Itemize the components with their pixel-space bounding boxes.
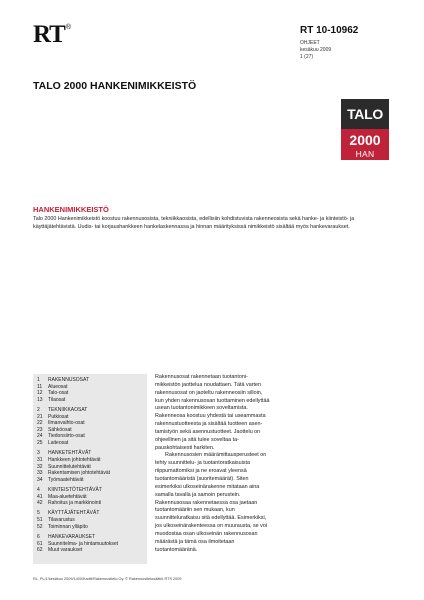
contents-code: 5 — [37, 510, 40, 517]
contents-label: Sähköosat — [48, 426, 72, 433]
intro-paragraph: Talo 2000 Hankenimikkeistö koostuu rakennusosista, tekniikkaosista, edellisiin kohdistuvista rakenneosista sekä hanke- ja kiinteistö- ja käyttäjätehtävistä. Uudis- tai korjaushankkeen hankelaskennassa ja hinnan määrityksissä nimikkeistö sisältää myös hankevaraukset. — [33, 216, 355, 231]
registered-mark: ® — [65, 24, 72, 31]
contents-group — [37, 407, 147, 447]
body-text — [155, 374, 271, 554]
contents-code: 33 — [37, 470, 43, 477]
doc-meta — [300, 40, 331, 61]
contents-group-heading — [37, 534, 147, 541]
contents-item — [37, 384, 147, 391]
contents-group-heading — [37, 450, 147, 457]
contents-code: 4 — [37, 486, 40, 493]
contents-item — [37, 517, 147, 524]
contents-code: 32 — [37, 463, 43, 470]
contents-label: Maa-aluetehtävät — [48, 493, 87, 500]
body-paragraph: Rakennusosat rakennetaan tuotantonimikkeistön jaottelua noudattaen. Tätä varten rakennusosat on jaoteltu rakenneosiin silloin, kun yhden rakennusosan tuottaminen edellyttää usean tuotantonimikkeen soveltamista. Rakenneosa koostuu yhdestä tai useammasta rakennustuotteesta ja sisältää tuotteen asentamistyön sekä asennustuotteet. Jaottelu on ohjeellinen ja sitä tulee soveltaa tapauskohtaisesti harkiten. — [155, 374, 270, 451]
contents-label: HANKETEHTÄVÄT — [48, 450, 92, 457]
contents-code: 52 — [37, 523, 43, 530]
contents-code: 41 — [37, 493, 43, 500]
contents-group — [37, 487, 147, 507]
footer-credits: RL, PL/1/kesäkuu 2009/1400/Karttt/Rakennustieto Oy. © Rakennustietosäätiö RTS 2009 — [33, 577, 182, 581]
contents-code: 24 — [37, 433, 43, 440]
talo2000-badge — [341, 99, 389, 160]
contents-label: Tilaosat — [48, 396, 66, 403]
contents-group-heading — [37, 510, 147, 517]
contents-code: 6 — [37, 533, 40, 540]
contents-code: 3 — [37, 450, 40, 457]
contents-code: 1 — [37, 377, 40, 383]
contents-code: 2 — [37, 407, 40, 414]
contents-item — [37, 433, 147, 440]
contents-label: Alueosat — [48, 383, 68, 390]
contents-label: Työmaatehtävät — [48, 476, 84, 483]
contents-label: Laiteosat — [48, 440, 69, 447]
contents-item — [37, 397, 147, 404]
contents-group-heading — [37, 377, 147, 384]
contents-item — [37, 524, 147, 531]
contents-group-heading — [37, 407, 147, 414]
contents-code: 34 — [37, 476, 43, 483]
contents-code: 13 — [37, 396, 43, 403]
contents-code: 11 — [37, 383, 43, 390]
contents-item — [37, 440, 147, 447]
contents-label: Putkiosat — [48, 413, 69, 420]
contents-item — [37, 500, 147, 507]
contents-label: Rahoitus ja markkinointi — [48, 500, 102, 507]
contents-group — [37, 377, 147, 403]
contents-label: TEKNIIKKAOSAT — [48, 407, 88, 414]
contents-item — [37, 457, 147, 464]
section-heading: HANKENIMIKKEISTÖ — [33, 205, 109, 214]
contents-code: 25 — [37, 440, 43, 447]
badge-bottom — [341, 129, 389, 160]
meta-page: 1 (27) — [300, 54, 314, 60]
contents-label: RAKENNUSOSAT — [48, 377, 90, 383]
contents-group-heading — [37, 487, 147, 494]
contents-label: HANKEVARAUKSET — [48, 533, 96, 540]
meta-type: OHJEET — [300, 40, 320, 46]
contents-item — [37, 390, 147, 397]
contents-code: 42 — [37, 500, 43, 507]
contents-list — [33, 374, 147, 564]
contents-label: KIINTEISTÖTEHTÄVÄT — [48, 486, 102, 493]
contents-item — [37, 420, 147, 427]
contents-group — [37, 450, 147, 483]
contents-label: Tilavarustus — [48, 517, 75, 524]
contents-label: Talo-osat — [48, 390, 69, 397]
body-paragraph: Rakennusosien määrämittausperusteet on tehty suunnittelu- ja tuotantoratkaisuista riippumattomiksi ja ne eroavat yleensä tuotantomääristä (suoritemäärät). Siten esimerkiksi ulkoseinärakenne mitataan aina samalla tavalla ja samoin perustein. Rakennusosaa rakennetaessa osa jaetaan tuotantomääriin sen mukaan, kun suunnitteluratkaisu sitä edellyttää. Esimerkiksi, jos ulkoseinärakenteessa on muurausta, se voi muodostaa osan ulkoseinän rakennusosan määrästä ja tämä osa ilmoitetaan tuotantomääränä. — [155, 452, 268, 553]
badge-code: HAN — [355, 149, 375, 159]
contents-code: 62 — [37, 547, 43, 554]
contents-item — [37, 464, 147, 471]
contents-item — [37, 427, 147, 434]
contents-item — [37, 541, 147, 548]
contents-item — [37, 494, 147, 501]
badge-number: 2000 — [349, 132, 381, 148]
contents-item — [37, 547, 147, 554]
contents-label: Hankkeen johtotehtävät — [48, 456, 101, 463]
page-title: TALO 2000 HANKENIMIKKEISTÖ — [33, 80, 197, 92]
rt-logo — [33, 21, 72, 48]
contents-code: 22 — [37, 420, 43, 427]
logo-text: RT — [33, 21, 65, 48]
contents-label: Toiminnan ylläpito — [48, 523, 88, 530]
contents-label: KÄYTTÄJÄTEHTÄVÄT — [48, 510, 100, 517]
doc-number: RT 10-10962 — [300, 25, 359, 36]
contents-label: Ilmanvaihto-osat — [48, 420, 85, 427]
contents-item — [37, 414, 147, 421]
contents-group — [37, 534, 147, 554]
contents-code: 61 — [37, 540, 43, 547]
contents-code: 21 — [37, 413, 43, 420]
contents-item — [37, 470, 147, 477]
contents-label: Tiedonsiirto-osat — [48, 433, 85, 440]
contents-code: 12 — [37, 390, 43, 397]
badge-top: TALO — [341, 99, 389, 129]
contents-label: Suunnitelma- ja hintamuutokset — [48, 540, 119, 547]
contents-label: Muut varaukset — [48, 547, 83, 554]
contents-group — [37, 510, 147, 530]
meta-date: kesäkuu 2009 — [300, 47, 332, 53]
contents-code: 23 — [37, 426, 43, 433]
contents-label: Rakentamisen johtotehtävät — [48, 470, 110, 477]
contents-code: 31 — [37, 456, 43, 463]
contents-label: Suunnittelutehtävät — [48, 463, 91, 470]
contents-item — [37, 477, 147, 484]
contents-code: 51 — [37, 517, 43, 524]
